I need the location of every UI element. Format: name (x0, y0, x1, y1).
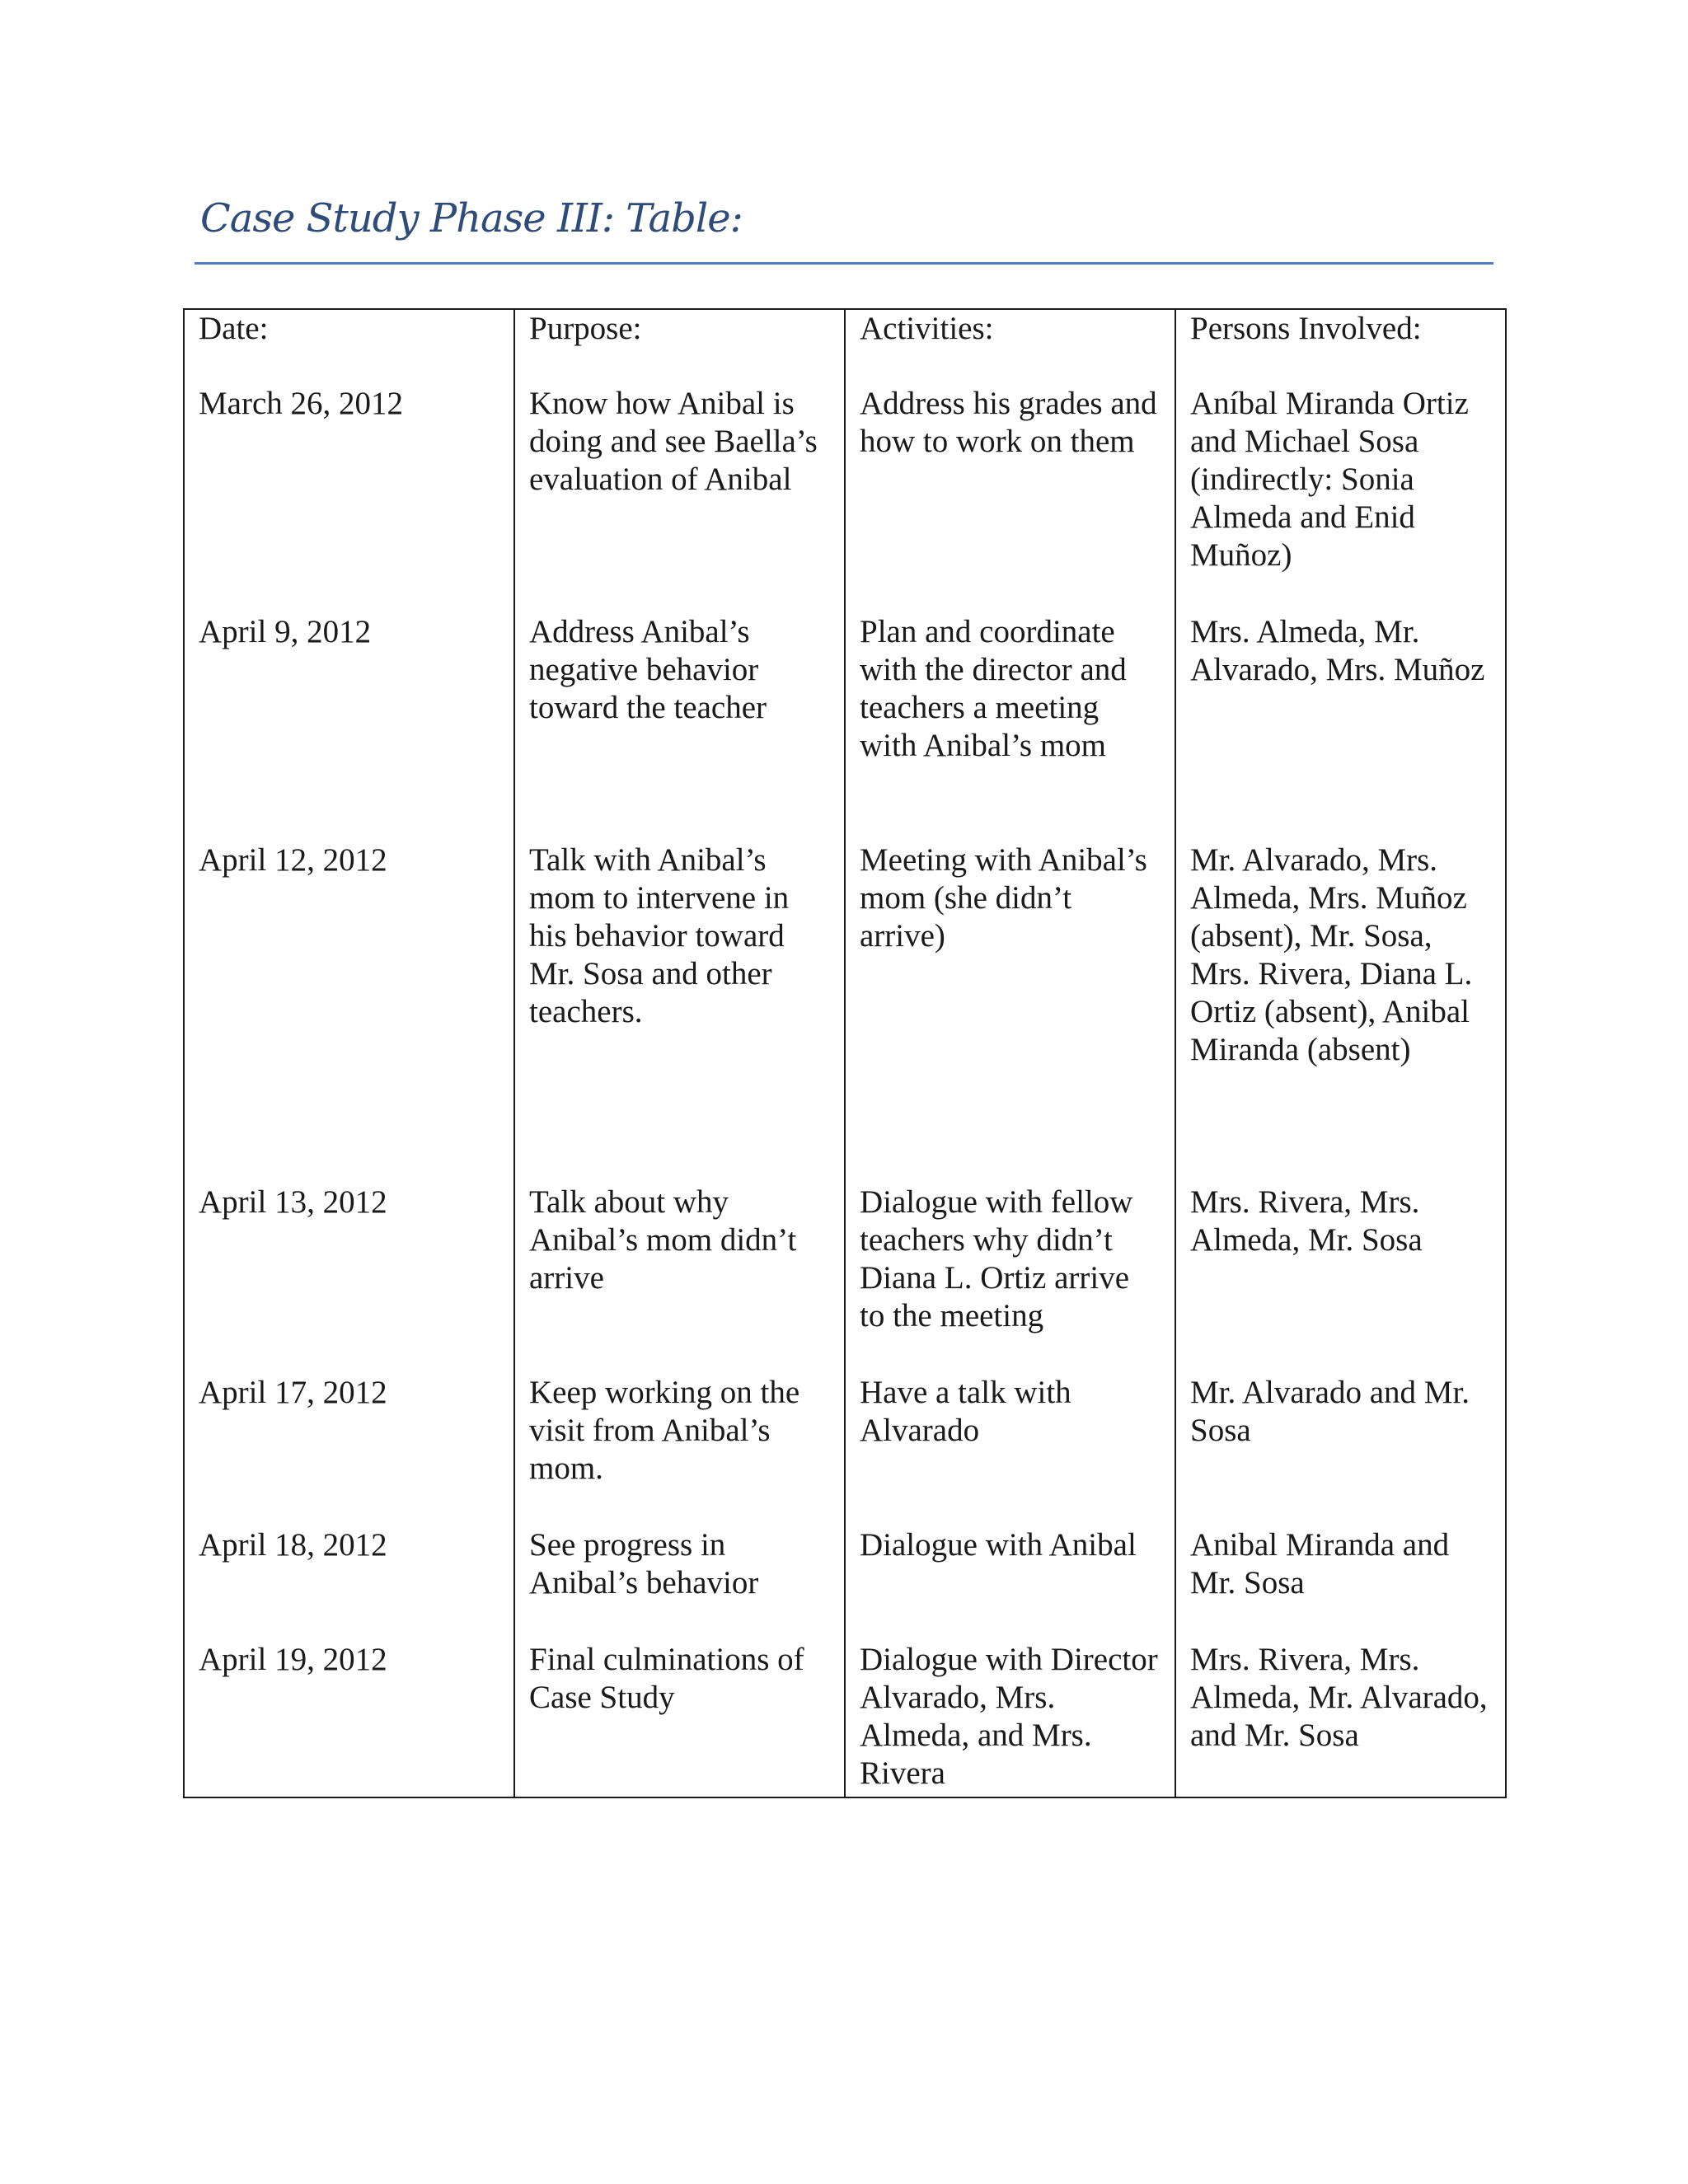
cell-purpose: Address Anibal’s negative behavior toward the teacher (514, 613, 845, 841)
cell-date: April 12, 2012 (184, 841, 514, 1183)
cell-activities: Dialogue with fellow teachers why didn’t Diana L. Ortiz arrive to the meeting (845, 1183, 1175, 1374)
table-header-row (184, 309, 1506, 385)
header-persons-involved: Persons Involved: (1175, 309, 1506, 385)
cell-activities: Dialogue with Director Alvarado, Mrs. Almeda, and Mrs. Rivera (845, 1641, 1175, 1797)
table-row (184, 385, 1506, 613)
header-date: Date: (184, 309, 514, 385)
cell-purpose: Talk about why Anibal’s mom didn’t arrive (514, 1183, 845, 1374)
cell-persons: Aníbal Miranda Ortiz and Michael Sosa (indirectly: Sonia Almeda and Enid Muñoz) (1175, 385, 1506, 613)
cell-persons: Anibal Miranda and Mr. Sosa (1175, 1526, 1506, 1641)
cell-purpose: Talk with Anibal’s mom to intervene in his behavior toward Mr. Sosa and other teachers. (514, 841, 845, 1183)
table-row (184, 1183, 1506, 1374)
table-row (184, 1526, 1506, 1641)
cell-purpose: Know how Anibal is doing and see Baella’s evaluation of Anibal (514, 385, 845, 613)
cell-date: March 26, 2012 (184, 385, 514, 613)
table-row (184, 1374, 1506, 1526)
cell-persons: Mr. Alvarado and Mr. Sosa (1175, 1374, 1506, 1526)
cell-activities: Meeting with Anibal’s mom (she didn’t arrive) (845, 841, 1175, 1183)
cell-purpose: See progress in Anibal’s behavior (514, 1526, 845, 1641)
cell-persons: Mrs. Rivera, Mrs. Almeda, Mr. Sosa (1175, 1183, 1506, 1374)
cell-date: April 19, 2012 (184, 1641, 514, 1797)
cell-date: April 18, 2012 (184, 1526, 514, 1641)
table-row (184, 841, 1506, 1183)
cell-purpose: Keep working on the visit from Anibal’s mom. (514, 1374, 845, 1526)
header-activities: Activities: (845, 309, 1175, 385)
case-study-table (183, 308, 1507, 1798)
cell-activities: Have a talk with Alvarado (845, 1374, 1175, 1526)
title-underline (195, 262, 1493, 265)
cell-activities: Dialogue with Anibal (845, 1526, 1175, 1641)
cell-purpose: Final culminations of Case Study (514, 1641, 845, 1797)
cell-persons: Mrs. Rivera, Mrs. Almeda, Mr. Alvarado, and Mr. Sosa (1175, 1641, 1506, 1797)
page-title: Case Study Phase III: Table: (200, 195, 743, 241)
cell-date: April 9, 2012 (184, 613, 514, 841)
cell-persons: Mrs. Almeda, Mr. Alvarado, Mrs. Muñoz (1175, 613, 1506, 841)
cell-date: April 17, 2012 (184, 1374, 514, 1526)
cell-date: April 13, 2012 (184, 1183, 514, 1374)
cell-activities: Plan and coordinate with the director and teachers a meeting with Anibal’s mom (845, 613, 1175, 841)
cell-persons: Mr. Alvarado, Mrs. Almeda, Mrs. Muñoz (absent), Mr. Sosa, Mrs. Rivera, Diana L. Ortiz (absent), Anibal Miranda (absent) (1175, 841, 1506, 1183)
cell-activities: Address his grades and how to work on them (845, 385, 1175, 613)
table-row (184, 1641, 1506, 1797)
table-row (184, 613, 1506, 841)
header-purpose: Purpose: (514, 309, 845, 385)
